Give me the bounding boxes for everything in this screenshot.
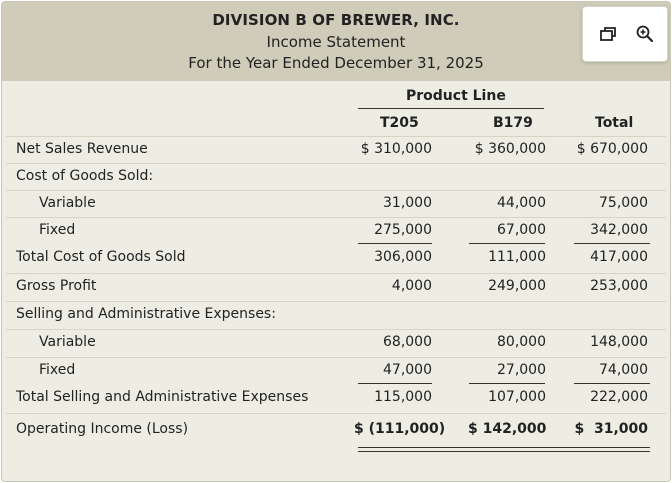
row-label: Net Sales Revenue: [16, 141, 148, 157]
image-toolbar: [582, 6, 668, 62]
row-label: Variable: [39, 195, 96, 211]
cell-b179: 249,000: [488, 278, 546, 294]
cell-total: 253,000: [590, 278, 648, 294]
company-title: DIVISION B OF BREWER, INC.: [212, 11, 460, 29]
row-label: Total Selling and Administrative Expenses: [16, 389, 309, 405]
subtotal-rule: [469, 243, 545, 244]
row-label: Selling and Administrative Expenses:: [16, 306, 276, 322]
cell-t205: 4,000: [391, 278, 432, 294]
product-line-rule: [358, 108, 544, 109]
cell-b179: 27,000: [497, 362, 546, 378]
cell-total: 148,000: [590, 334, 648, 350]
statement-header: [2, 2, 670, 81]
cell-total: 75,000: [599, 195, 648, 211]
cell-total: 222,000: [590, 389, 648, 405]
cell-t205: 306,000: [374, 249, 432, 265]
statement-name: Income Statement: [266, 33, 406, 51]
cell-b179: $ 360,000: [474, 141, 546, 157]
column-header-t205: T205: [380, 115, 419, 131]
subtotal-rule: [358, 383, 432, 384]
row-label: Operating Income (Loss): [16, 421, 189, 437]
total-double-rule: [358, 451, 650, 452]
column-header-b179: B179: [493, 115, 533, 131]
cell-total: 342,000: [590, 222, 648, 238]
column-header-total: Total: [595, 115, 634, 131]
cell-b179: $ 142,000: [468, 421, 547, 437]
cell-total: $ 670,000: [576, 141, 648, 157]
table-row: [6, 357, 666, 384]
statement-period: For the Year Ended December 31, 2025: [188, 54, 484, 72]
cell-t205: 275,000: [374, 222, 432, 238]
zoom-in-icon[interactable]: [635, 24, 655, 44]
table-row: [6, 413, 666, 444]
cell-t205: 115,000: [374, 389, 432, 405]
table-row: [6, 385, 666, 411]
table-row: [6, 190, 666, 217]
cell-t205: 68,000: [383, 334, 432, 350]
cell-b179: 107,000: [488, 389, 546, 405]
cell-b179: 44,000: [497, 195, 546, 211]
subtotal-rule: [358, 243, 432, 244]
subtotal-rule: [469, 383, 545, 384]
table-row: [6, 163, 666, 190]
cell-b179: 67,000: [497, 222, 546, 238]
table-row: [6, 273, 666, 300]
product-line-header: Product Line: [406, 88, 506, 104]
cell-t205: $ (111,000): [354, 421, 446, 437]
cell-total: 417,000: [590, 249, 648, 265]
cell-b179: 80,000: [497, 334, 546, 350]
cell-t205: 47,000: [383, 362, 432, 378]
table-row: [6, 136, 666, 163]
table-row: [6, 329, 666, 356]
subtotal-rule: [574, 383, 650, 384]
subtotal-rule: [574, 243, 650, 244]
row-label: Gross Profit: [16, 278, 97, 294]
row-label: Cost of Goods Sold:: [16, 168, 154, 184]
cell-total: 74,000: [599, 362, 648, 378]
popout-icon[interactable]: [598, 24, 618, 44]
row-label: Variable: [39, 334, 96, 350]
cell-t205: $ 310,000: [360, 141, 432, 157]
table-row: [6, 217, 666, 244]
cell-b179: 111,000: [488, 249, 546, 265]
table-row: [6, 301, 666, 328]
row-label: Fixed: [39, 362, 76, 378]
row-label: Total Cost of Goods Sold: [16, 249, 186, 265]
cell-total: $ 31,000: [574, 421, 648, 437]
table-row: [6, 245, 666, 271]
cell-t205: 31,000: [383, 195, 432, 211]
statement-frame: [1, 1, 671, 482]
row-label: Fixed: [39, 222, 76, 238]
total-double-rule: [358, 447, 650, 448]
